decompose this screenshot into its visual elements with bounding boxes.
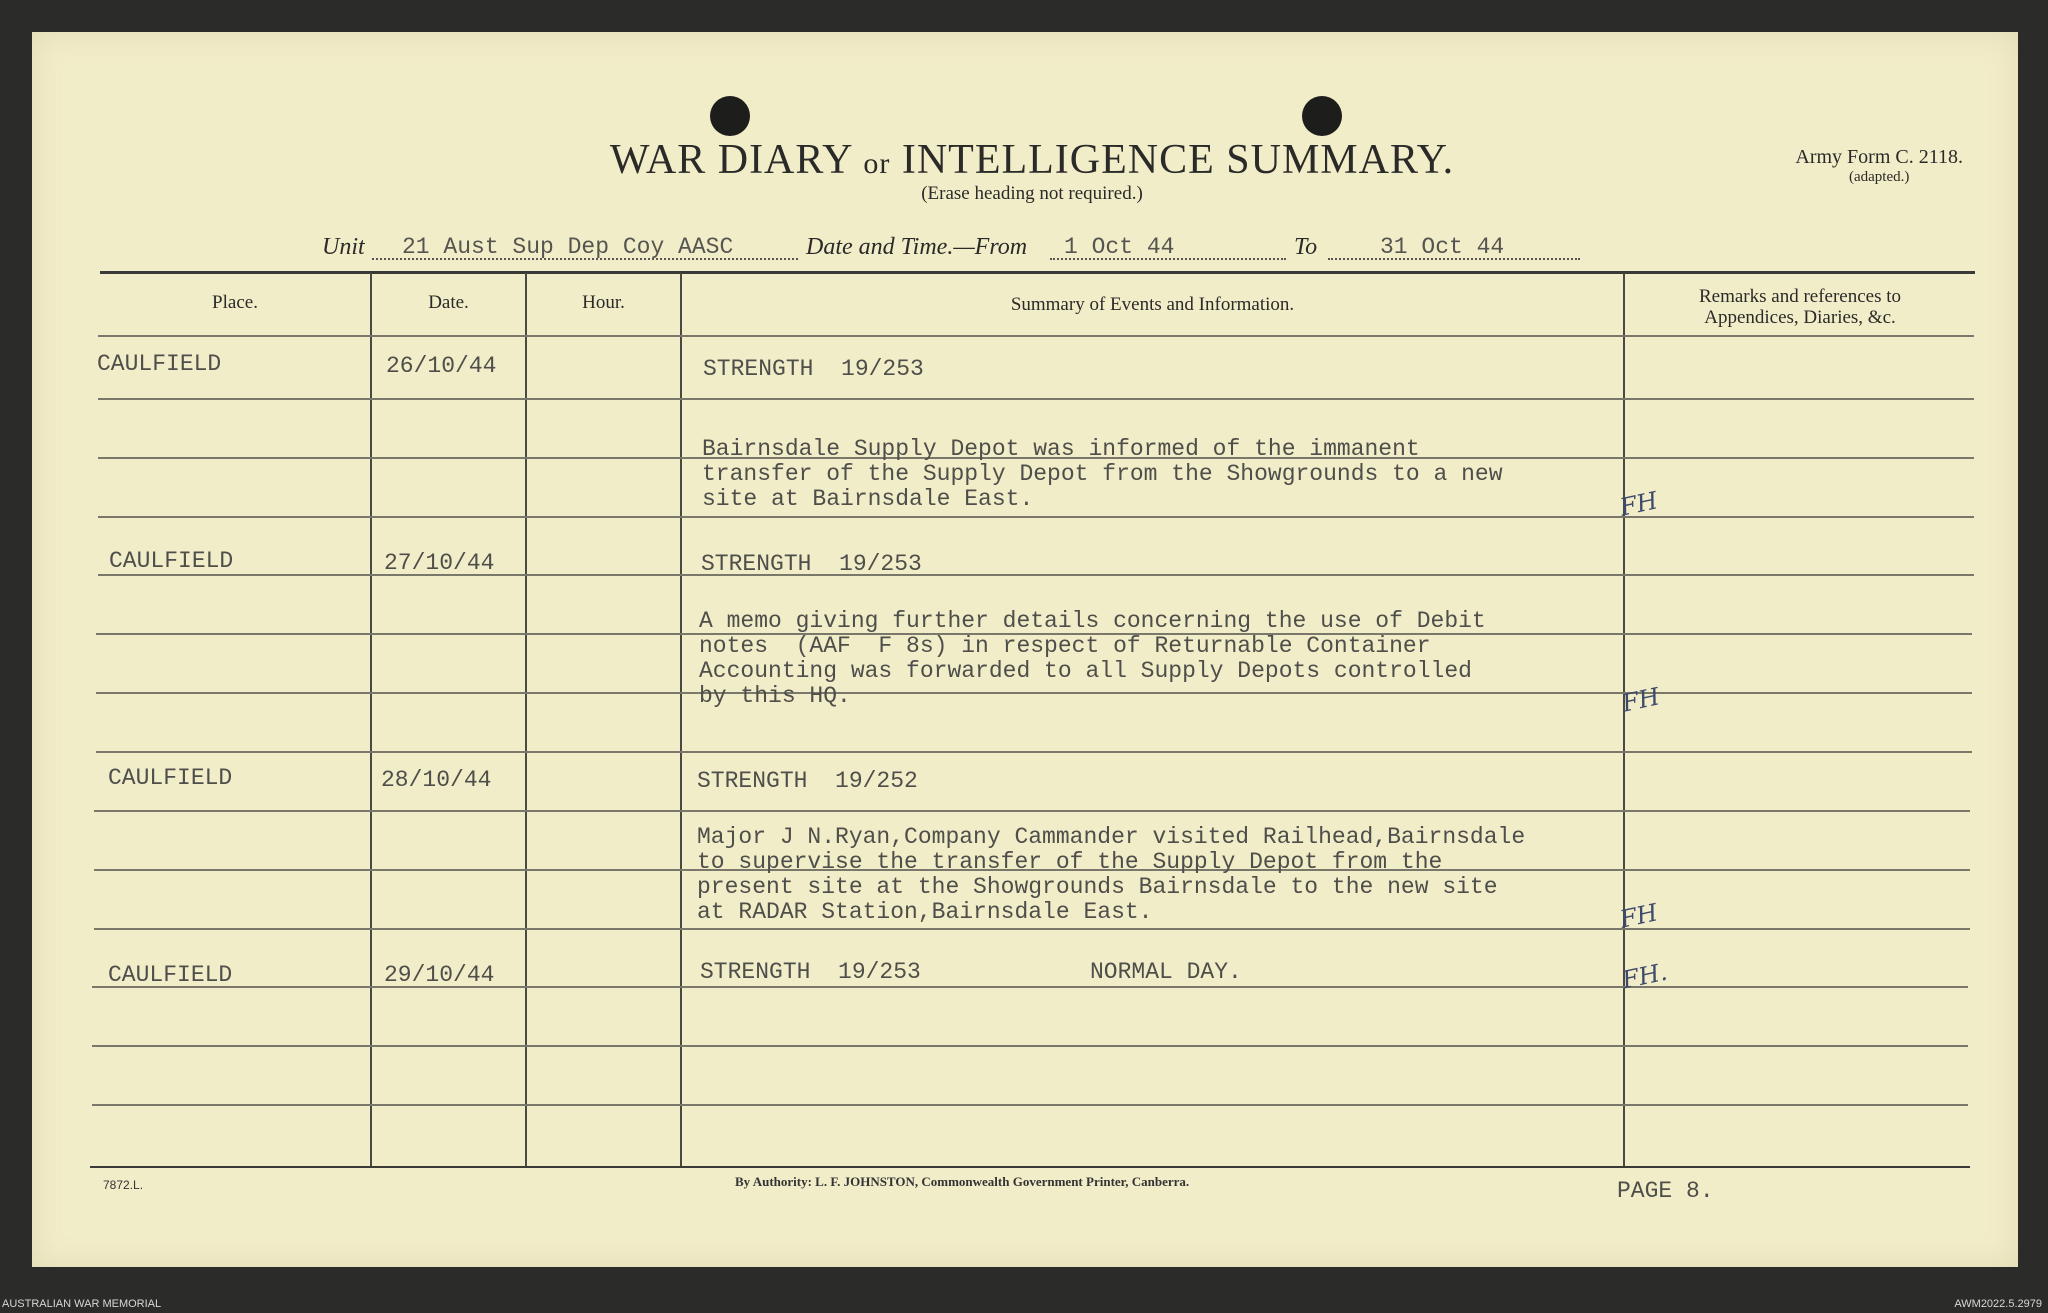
entry-1-place: CAULFIELD xyxy=(97,351,222,377)
table-top-rule xyxy=(100,271,1975,274)
army-form-label xyxy=(1795,146,1963,186)
divider-hour-summary xyxy=(680,273,682,1166)
entry-4-initials: FH. xyxy=(1619,957,1670,995)
entry-2-date: 27/10/44 xyxy=(384,550,495,576)
date-time-label: Date and Time.—From xyxy=(806,234,1028,260)
entry-1-date: 26/10/44 xyxy=(386,353,497,379)
from-value: 1 Oct 44 xyxy=(1064,234,1175,260)
to-value: 31 Oct 44 xyxy=(1380,234,1505,260)
divider-summary-remarks xyxy=(1623,273,1625,1166)
entry-4-date: 29/10/44 xyxy=(384,962,495,988)
entry-1-strength: STRENGTH 19/253 xyxy=(703,356,924,382)
entry-2-initials: FH xyxy=(1619,682,1663,718)
army-form-number: Army Form C. 2118. xyxy=(1795,146,1963,168)
unit-line xyxy=(322,230,1582,264)
unit-label: Unit xyxy=(322,234,365,260)
punch-hole-left xyxy=(710,96,750,136)
column-header-date: Date. xyxy=(428,292,469,313)
printer-authority: By Authority: L. F. JOHNSTON, Commonwealth Government Printer, Canberra. xyxy=(735,1174,1190,1189)
divider-place-date xyxy=(370,273,372,1166)
entry-4-note: NORMAL DAY. xyxy=(1090,959,1242,985)
entry-1-initials: FH xyxy=(1617,486,1661,522)
page-subtitle: (Erase heading not required.) xyxy=(921,183,1143,204)
entry-3-strength: STRENGTH 19/252 xyxy=(697,768,918,794)
entry-4-strength: STRENGTH 19/253 xyxy=(700,959,921,985)
title-or: or xyxy=(863,147,891,180)
unit-value: 21 Aust Sup Dep Coy AASC xyxy=(402,234,734,260)
title-part-2: INTELLIGENCE SUMMARY. xyxy=(901,137,1455,183)
remarks-header-line-2: Appendices, Diaries, &c. xyxy=(1704,307,1896,328)
remarks-header-line-1: Remarks and references to xyxy=(1698,286,1902,307)
column-header-hour: Hour. xyxy=(582,292,625,313)
entry-3-text: Major J N.Ryan,Company Cammander visited Railhead,Bairnsdale to supervise the transfer of the Supply Depot from the present site at the Showgrounds Bairnsdale to the new site at RADAR Station,Bairnsdale East. xyxy=(697,824,1526,925)
army-form-note: (adapted.) xyxy=(1849,169,1910,185)
column-header-summary: Summary of Events and Information. xyxy=(1010,294,1295,315)
page-number: PAGE 8. xyxy=(1617,1178,1714,1204)
table-bottom-rule xyxy=(90,1166,1970,1168)
entry-1-text: Bairnsdale Supply Depot was informed of the immanent transfer of the Supply Depot from the Showgrounds to a new site at Bairnsdale East. xyxy=(702,436,1503,512)
column-header-place: Place. xyxy=(212,292,258,313)
entry-2-place: CAULFIELD xyxy=(109,548,234,574)
title-part-1: WAR DIARY xyxy=(609,137,852,183)
column-header-remarks xyxy=(1625,286,1975,328)
entry-2-strength: STRENGTH 19/253 xyxy=(701,551,922,577)
archive-caption-left: AUSTRALIAN WAR MEMORIAL xyxy=(2,1298,162,1310)
to-label: To xyxy=(1294,234,1318,260)
page-title xyxy=(0,136,2048,184)
entry-3-place: CAULFIELD xyxy=(108,765,233,791)
entry-4-place: CAULFIELD xyxy=(108,962,233,988)
entry-2-text: A memo giving further details concerning the use of Debit notes (AAF F 8s) in respect of Returnable Container Accounting was forwarded to all Supply Depots controlled by this HQ. xyxy=(699,608,1486,709)
entry-3-date: 28/10/44 xyxy=(381,767,492,793)
entry-3-initials: FH xyxy=(1617,898,1661,934)
archive-caption-right: AWM2022.5.2979 xyxy=(1954,1298,2042,1310)
form-number: 7872.L. xyxy=(103,1178,144,1192)
divider-date-hour xyxy=(525,273,527,1166)
punch-hole-right xyxy=(1302,96,1342,136)
